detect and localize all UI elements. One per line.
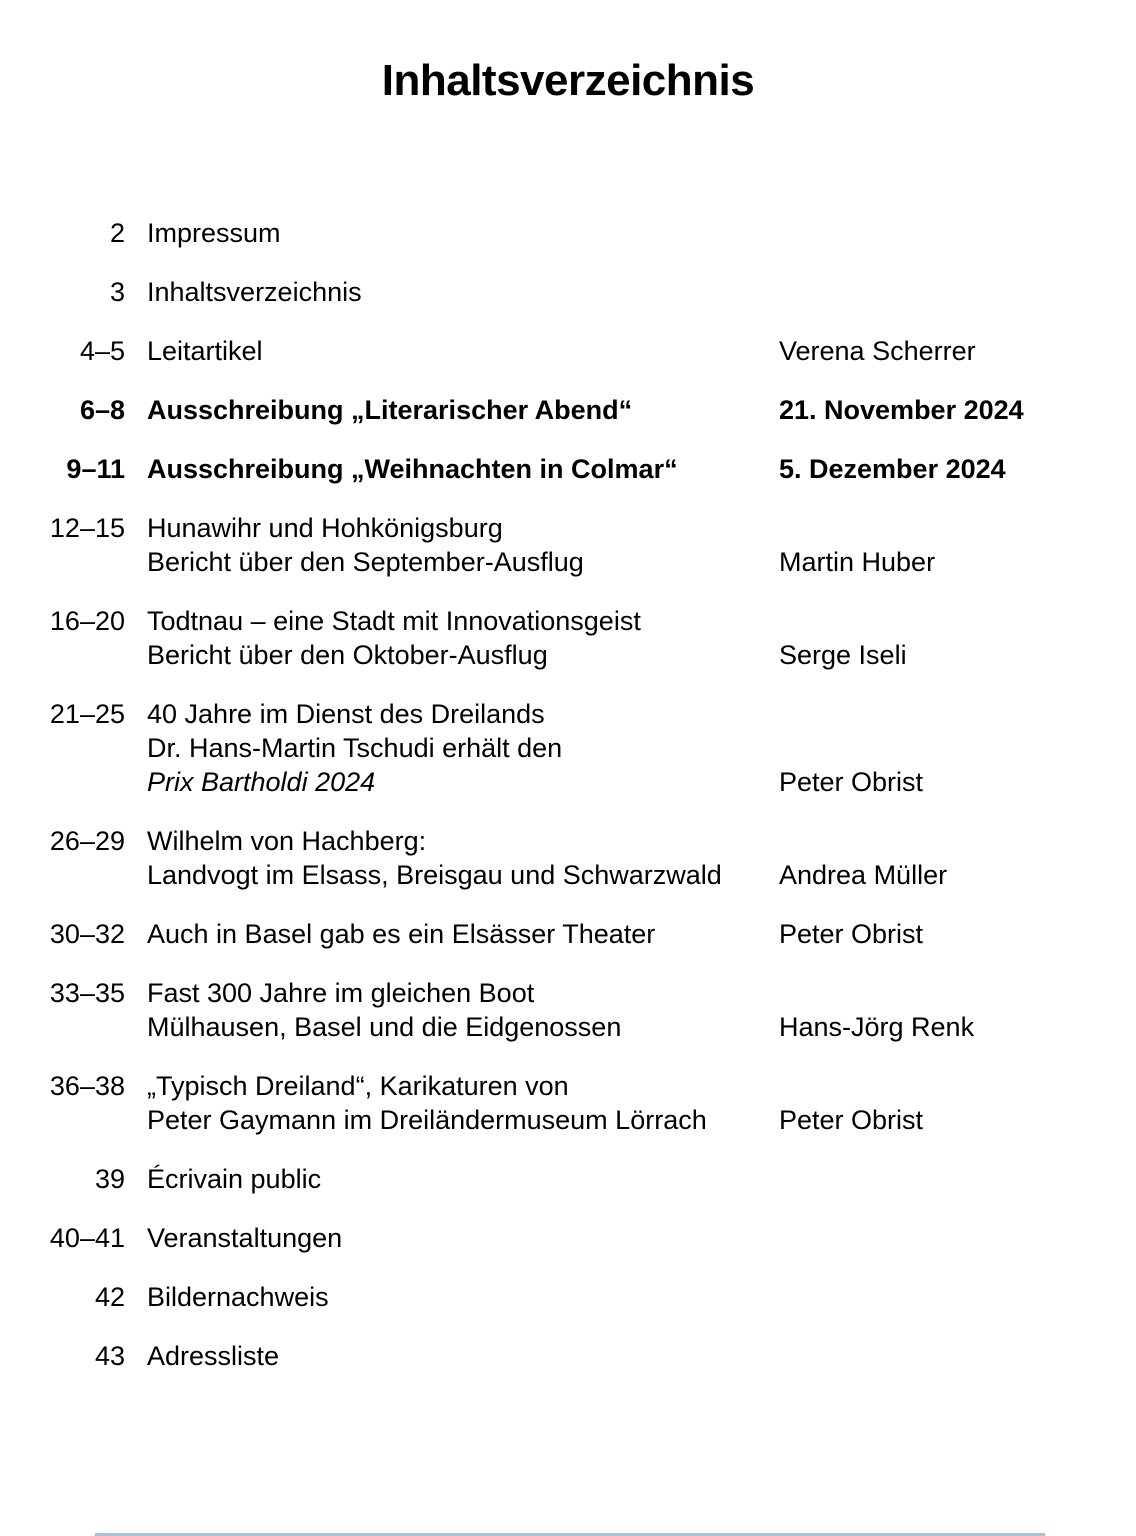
entry-title-line: Fast 300 Jahre im gleichen Boot bbox=[147, 978, 535, 1008]
entry-title-line: Bericht über den Oktober-Ausflug bbox=[147, 640, 548, 670]
entry-title-line: Ausschreibung „Literarischer Abend“ bbox=[147, 395, 633, 425]
toc-entry bbox=[40, 1162, 1096, 1196]
entry-title-line: Mülhausen, Basel und die Eidgenossen bbox=[147, 1012, 622, 1042]
entry-author: Hans-Jörg Renk bbox=[779, 1012, 975, 1042]
entry-title-line: Auch in Basel gab es ein Elsässer Theater bbox=[147, 919, 656, 949]
entry-pages: 21–25 bbox=[49, 699, 125, 729]
entry-title-line: Landvogt im Elsass, Breisgau und Schwarzwald bbox=[147, 860, 722, 890]
toc-entry bbox=[40, 275, 1096, 309]
entry-title-line: Inhaltsverzeichnis bbox=[147, 277, 362, 307]
entry-pages: 43 bbox=[94, 1341, 125, 1371]
entry-title bbox=[125, 275, 779, 309]
entry-title-line: „Typisch Dreiland“, Karikaturen von bbox=[147, 1071, 569, 1101]
entry-title-line: Prix Bartholdi 2024 bbox=[147, 767, 376, 797]
entry-title bbox=[125, 1339, 779, 1373]
toc-entry bbox=[40, 1280, 1096, 1314]
entry-title bbox=[125, 976, 779, 1044]
entry-pages: 6–8 bbox=[79, 395, 125, 425]
entry-pages: 16–20 bbox=[49, 606, 125, 636]
entry-title bbox=[125, 216, 779, 250]
entry-title bbox=[125, 917, 779, 951]
entry-title bbox=[125, 452, 779, 486]
entry-title-line: Ausschreibung „Weihnachten in Colmar“ bbox=[147, 454, 678, 484]
entry-author: Serge Iseli bbox=[779, 640, 907, 670]
toc-entry bbox=[40, 452, 1096, 486]
entry-pages: 42 bbox=[94, 1282, 125, 1312]
entry-pages: 39 bbox=[94, 1164, 125, 1194]
page-title: Inhaltsverzeichnis bbox=[381, 56, 755, 105]
entry-pages: 9–11 bbox=[66, 454, 125, 484]
entry-title bbox=[125, 824, 779, 892]
entry-title-line: Leitartikel bbox=[147, 336, 263, 366]
entry-title-line: Wilhelm von Hachberg: bbox=[147, 826, 427, 856]
entry-title bbox=[125, 1069, 779, 1137]
entry-author: Verena Scherrer bbox=[779, 336, 976, 366]
toc-entry bbox=[40, 393, 1096, 427]
entry-title bbox=[125, 393, 779, 427]
entry-title bbox=[125, 1162, 779, 1196]
toc-page bbox=[0, 56, 1136, 1536]
entry-title-line: 40 Jahre im Dienst des Dreilands bbox=[147, 699, 545, 729]
entry-author: Andrea Müller bbox=[779, 860, 948, 890]
entry-title bbox=[125, 697, 779, 799]
entry-title-line: Veranstaltungen bbox=[147, 1223, 343, 1253]
entry-title bbox=[125, 604, 779, 672]
entry-title bbox=[125, 1221, 779, 1255]
entry-title-line: Peter Gaymann im Dreiländermuseum Lörrach bbox=[147, 1105, 707, 1135]
entry-title-line: Écrivain public bbox=[147, 1164, 322, 1194]
toc-entry bbox=[40, 976, 1096, 1044]
entry-author: Peter Obrist bbox=[779, 1105, 924, 1135]
entry-pages: 33–35 bbox=[49, 978, 125, 1008]
entry-title-line: Bericht über den September-Ausflug bbox=[147, 547, 584, 577]
toc-entry bbox=[40, 334, 1096, 368]
toc-list bbox=[0, 216, 1136, 1373]
toc-entry bbox=[40, 824, 1096, 892]
toc-entry bbox=[40, 697, 1096, 799]
entry-pages: 4–5 bbox=[79, 336, 125, 366]
toc-entry bbox=[40, 1221, 1096, 1255]
entry-pages: 30–32 bbox=[49, 919, 125, 949]
entry-author: Peter Obrist bbox=[779, 767, 924, 797]
toc-entry bbox=[40, 604, 1096, 672]
entry-title-line: Bildernachweis bbox=[147, 1282, 329, 1312]
entry-title-line: Todtnau – eine Stadt mit Innovationsgeist bbox=[147, 606, 641, 636]
toc-entry bbox=[40, 511, 1096, 579]
entry-title bbox=[125, 334, 779, 368]
entry-title bbox=[125, 511, 779, 579]
entry-pages: 3 bbox=[109, 277, 125, 307]
entry-title-line: Dr. Hans-Martin Tschudi erhält den bbox=[147, 733, 563, 763]
entry-author: Martin Huber bbox=[779, 547, 936, 577]
entry-author: 21. November 2024 bbox=[779, 395, 1024, 425]
entry-author: 5. Dezember 2024 bbox=[779, 454, 1006, 484]
toc-entry bbox=[40, 1339, 1096, 1373]
entry-pages: 36–38 bbox=[49, 1071, 125, 1101]
entry-title bbox=[125, 1280, 779, 1314]
toc-entry bbox=[40, 917, 1096, 951]
entry-title-line: Impressum bbox=[147, 218, 281, 248]
entry-author: Peter Obrist bbox=[779, 919, 924, 949]
entry-title-line: Adressliste bbox=[147, 1341, 280, 1371]
entry-pages: 2 bbox=[109, 218, 125, 248]
entry-pages: 26–29 bbox=[49, 826, 125, 856]
entry-pages: 12–15 bbox=[49, 513, 125, 543]
toc-entry bbox=[40, 1069, 1096, 1137]
entry-title-line: Hunawihr und Hohkönigsburg bbox=[147, 513, 503, 543]
entry-pages: 40–41 bbox=[49, 1223, 125, 1253]
toc-entry bbox=[40, 216, 1096, 250]
